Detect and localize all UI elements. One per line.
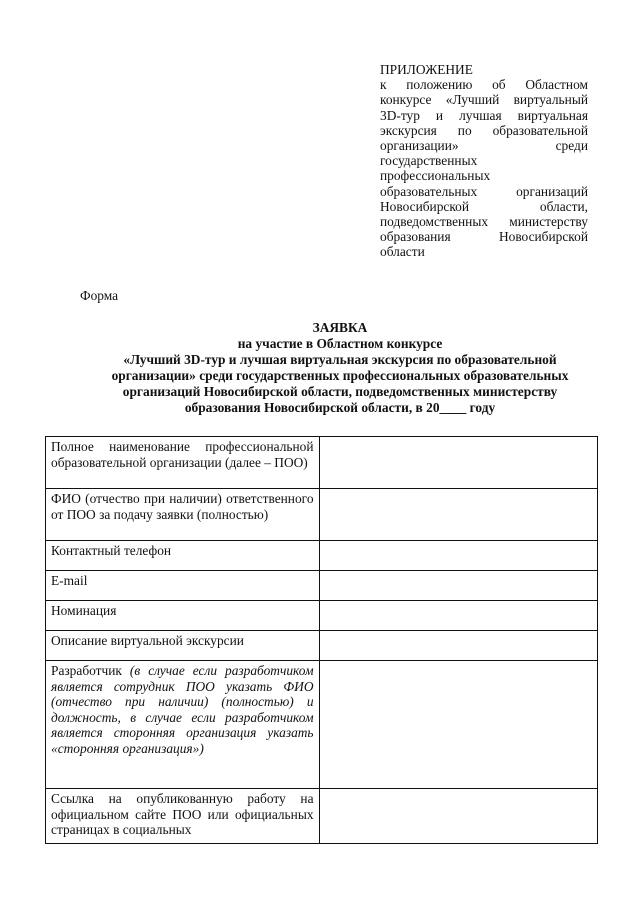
title-line-5: организаций Новосибирской области, подведомственных министерству	[122, 384, 558, 399]
title-line-3: «Лучший 3D-тур и лучшая виртуальная экскурсия по образовательной	[123, 352, 557, 367]
row-value-responsible[interactable]	[319, 489, 597, 541]
title-line-4: организации» среди государственных профессиональных образовательных	[111, 368, 569, 383]
application-table	[45, 436, 598, 844]
row-label-description: Описание виртуальной экскурсии	[46, 631, 320, 661]
developer-label: Разработчик	[51, 663, 122, 678]
link-label: Ссылка на опубликованную работу на официальном сайте ПОО или официальных страницах в социальных	[51, 791, 314, 837]
row-label-responsible: ФИО (отчество при наличии) ответственного от ПОО за подачу заявки (полностью)	[46, 489, 320, 541]
row-value-email[interactable]	[319, 571, 597, 601]
row-label-nomination: Номинация	[46, 601, 320, 631]
row-value-developer[interactable]	[319, 661, 597, 789]
table-row	[46, 541, 598, 571]
row-value-nomination[interactable]	[319, 601, 597, 631]
table-row	[46, 631, 598, 661]
row-label-phone: Контактный телефон	[46, 541, 320, 571]
row-label-developer	[46, 661, 320, 789]
table-row	[46, 571, 598, 601]
document-title	[60, 320, 620, 416]
row-label-email: E-mail	[46, 571, 320, 601]
row-value-phone[interactable]	[319, 541, 597, 571]
table-row	[46, 601, 598, 631]
title-line-1: ЗАЯВКА	[312, 320, 368, 335]
table-row	[46, 789, 598, 844]
table-row	[46, 661, 598, 789]
row-value-description[interactable]	[319, 631, 597, 661]
title-line-6: образования Новосибирской области, в 20____ году	[184, 400, 496, 415]
row-label-organization: Полное наименование профессиональной образовательной организации (далее – ПОО)	[46, 437, 320, 489]
appendix-block	[380, 62, 588, 260]
row-value-link[interactable]	[319, 789, 597, 844]
title-line-2: на участие в Областном конкурсе	[237, 336, 443, 351]
developer-note: (в случае если разработчиком является сотрудник ПОО указать ФИО (отчество при наличии) (полностью) и должность, в случае если разработчиком является сторонняя организация указать «сторонняя организация»)	[51, 663, 314, 756]
table-row	[46, 489, 598, 541]
appendix-text: к положению об Областном конкурсе «Лучший виртуальный 3D-тур и лучшая виртуальная экскурсия по образовательной организации» среди государственных профессиональных образовательных организаций Новосибирской области, подведомственных министерству образования Новосибирской области	[380, 77, 588, 260]
link-label-wrap	[51, 791, 314, 841]
table-row	[46, 437, 598, 489]
row-value-organization[interactable]	[319, 437, 597, 489]
row-label-link	[46, 789, 320, 844]
appendix-heading: ПРИЛОЖЕНИЕ	[380, 62, 473, 77]
form-label: Форма	[80, 288, 119, 303]
